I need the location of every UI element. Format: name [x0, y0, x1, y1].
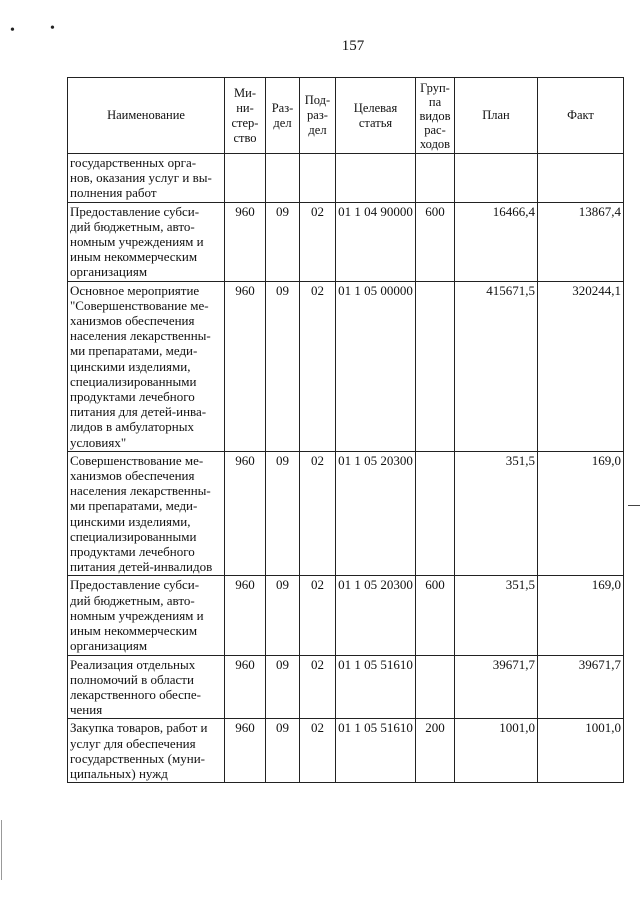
scan-dot-left: • — [10, 23, 15, 38]
table-row — [68, 451, 624, 576]
cell-target: 01 1 05 20300 — [336, 451, 416, 576]
cell-name: Предоставление субси- дий бюджетным, авто- номным учреждениям и иным некоммерческим организациям — [68, 576, 225, 655]
table-row — [68, 719, 624, 783]
cell-group — [416, 451, 455, 576]
cell-plan: 351,5 — [455, 451, 538, 576]
cell-target: 01 1 05 51610 — [336, 655, 416, 719]
cell-target: 01 1 05 00000 — [336, 281, 416, 451]
header-ministry: Ми- ни- стер- ство — [225, 78, 266, 154]
header-name: Наименование — [68, 78, 225, 154]
table-row — [68, 154, 624, 203]
header-group: Груп- па видов рас- ходов — [416, 78, 455, 154]
cell-fact: 39671,7 — [538, 655, 624, 719]
cell-section: 09 — [266, 281, 300, 451]
table-row — [68, 281, 624, 451]
cell-fact: 320244,1 — [538, 281, 624, 451]
cell-plan — [455, 154, 538, 203]
cell-ministry: 960 — [225, 281, 266, 451]
cell-subsection: 02 — [300, 451, 336, 576]
cell-group: 600 — [416, 202, 455, 281]
cell-fact — [538, 154, 624, 203]
cell-subsection: 02 — [300, 655, 336, 719]
cell-subsection: 02 — [300, 202, 336, 281]
scan-dot-right: • — [50, 21, 55, 36]
cell-fact: 13867,4 — [538, 202, 624, 281]
header-plan: План — [455, 78, 538, 154]
cell-group — [416, 154, 455, 203]
cell-subsection: 02 — [300, 719, 336, 783]
cell-ministry: 960 — [225, 655, 266, 719]
cell-target — [336, 154, 416, 203]
cell-section: 09 — [266, 655, 300, 719]
cell-plan: 415671,5 — [455, 281, 538, 451]
cell-group: 600 — [416, 576, 455, 655]
cell-name: Реализация отдельных полномочий в области лекарственного обеспе- чения — [68, 655, 225, 719]
cell-group — [416, 281, 455, 451]
cell-ministry: 960 — [225, 576, 266, 655]
cell-plan: 1001,0 — [455, 719, 538, 783]
cell-name: Совершенствование ме- ханизмов обеспечения населения лекарственны- ми препаратами, меди- цинскими изделиями, специализированными продуктами лечебного питания детей-инвалидов — [68, 451, 225, 576]
header-row — [68, 78, 624, 154]
cell-subsection: 02 — [300, 576, 336, 655]
table-row — [68, 576, 624, 655]
header-fact: Факт — [538, 78, 624, 154]
cell-ministry: 960 — [225, 719, 266, 783]
header-section: Раз- дел — [266, 78, 300, 154]
cell-fact: 169,0 — [538, 451, 624, 576]
cell-target: 01 1 05 20300 — [336, 576, 416, 655]
cell-name: государственных орга- нов, оказания услуг и вы- полнения работ — [68, 154, 225, 203]
cell-ministry: 960 — [225, 202, 266, 281]
cell-group: 200 — [416, 719, 455, 783]
cell-section: 09 — [266, 719, 300, 783]
table-row — [68, 655, 624, 719]
cell-subsection — [300, 154, 336, 203]
cell-section: 09 — [266, 451, 300, 576]
cell-fact: 1001,0 — [538, 719, 624, 783]
cell-plan: 39671,7 — [455, 655, 538, 719]
cell-ministry: 960 — [225, 451, 266, 576]
cell-plan: 351,5 — [455, 576, 538, 655]
edge-mark — [1, 820, 2, 880]
cell-section: 09 — [266, 576, 300, 655]
cell-subsection: 02 — [300, 281, 336, 451]
cell-fact: 169,0 — [538, 576, 624, 655]
cell-target: 01 1 05 51610 — [336, 719, 416, 783]
cell-name: Основное мероприятие "Совершенствование ме- ханизмов обеспечения населения лекарственны- ми препаратами, меди- цинскими изделиями, специализированными продуктами лечебного питания для детей-инва- лидов в амбулаторных условиях" — [68, 281, 225, 451]
cell-target: 01 1 04 90000 — [336, 202, 416, 281]
cell-ministry — [225, 154, 266, 203]
cell-name: Предоставление субси- дий бюджетным, авто- номным учреждениям и иным некоммерческим организациям — [68, 202, 225, 281]
table-row — [68, 202, 624, 281]
budget-table — [67, 77, 624, 783]
cell-section — [266, 154, 300, 203]
header-target: Целевая статья — [336, 78, 416, 154]
header-subsection: Под- раз- дел — [300, 78, 336, 154]
page-number: 157 — [341, 38, 365, 54]
cell-group — [416, 655, 455, 719]
edge-mark — [628, 505, 640, 506]
cell-plan: 16466,4 — [455, 202, 538, 281]
cell-section: 09 — [266, 202, 300, 281]
cell-name: Закупка товаров, работ и услуг для обеспечения государственных (муни- ципальных) нужд — [68, 719, 225, 783]
